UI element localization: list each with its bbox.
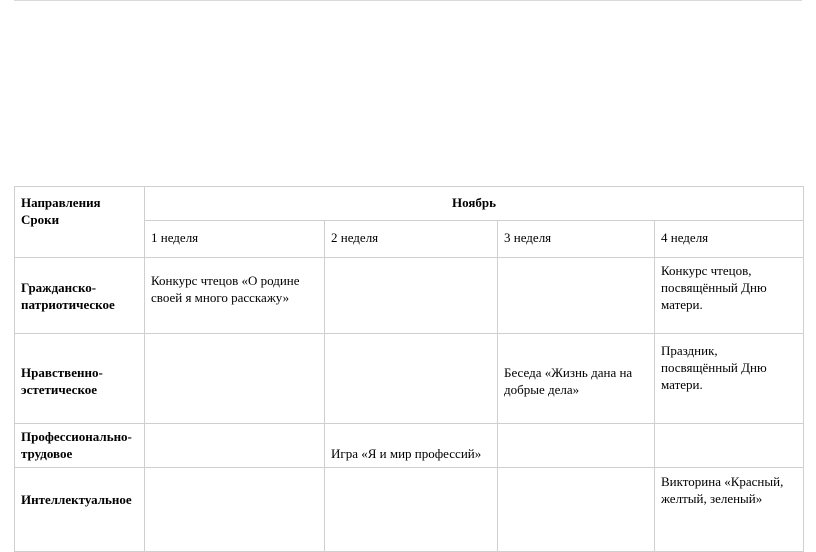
direction-cell (15, 468, 145, 552)
week-label: 4 неделя (661, 230, 709, 245)
top-divider (14, 0, 802, 1)
table-row (15, 334, 804, 424)
activity-text: матери. (661, 377, 703, 392)
activity-cell (655, 258, 804, 334)
table-row (15, 258, 804, 334)
activity-text: Конкурс чтецов «О родине (151, 273, 300, 288)
activity-text: своей я много расскажу» (151, 290, 290, 305)
direction-cell (15, 334, 145, 424)
activity-text: желтый, зеленый» (661, 491, 763, 506)
activity-text: добрые дела» (504, 382, 580, 397)
activity-cell (325, 258, 498, 334)
week-header-cell (145, 221, 325, 258)
activity-cell (325, 468, 498, 552)
activity-text: Праздник, (661, 343, 718, 358)
week-header-cell (325, 221, 498, 258)
activity-text: посвящённый Дню (661, 280, 767, 295)
direction-label: Гражданско- (21, 280, 97, 295)
activity-text: Игра «Я и мир профессий» (331, 446, 482, 461)
header-month-cell (145, 187, 804, 221)
activity-cell (655, 334, 804, 424)
activity-cell (655, 424, 804, 468)
table-header-row (15, 187, 804, 221)
direction-label: эстетическое (21, 382, 98, 397)
direction-cell (15, 258, 145, 334)
direction-label: Профессионально- (21, 429, 132, 444)
direction-label: Нравственно- (21, 365, 103, 380)
header-directions-label: Направления (21, 195, 101, 210)
header-terms-label: Сроки (21, 212, 60, 227)
activity-cell (325, 334, 498, 424)
activity-text: матери. (661, 297, 703, 312)
activity-plan-table (14, 186, 804, 552)
week-header-cell (498, 221, 655, 258)
activity-text: Конкурс чтецов, (661, 263, 752, 278)
direction-label: Интеллектуальное (21, 492, 132, 507)
activity-cell (145, 424, 325, 468)
activity-cell (498, 334, 655, 424)
week-label: 1 неделя (151, 230, 199, 245)
activity-text: Викторина «Красный, (661, 474, 784, 489)
week-label: 2 неделя (331, 230, 379, 245)
activity-cell (498, 424, 655, 468)
header-directions-cell (15, 187, 145, 258)
activity-cell (498, 468, 655, 552)
table-row (15, 468, 804, 552)
activity-cell (145, 468, 325, 552)
activity-cell (498, 258, 655, 334)
week-label: 3 неделя (504, 230, 552, 245)
direction-label: трудовое (21, 446, 73, 461)
activity-text: посвящённый Дню (661, 360, 767, 375)
activity-cell (145, 334, 325, 424)
activity-text: Беседа «Жизнь дана на (504, 365, 633, 380)
direction-cell (15, 424, 145, 468)
header-month-label: Ноябрь (452, 195, 497, 210)
week-header-cell (655, 221, 804, 258)
direction-label: патриотическое (21, 297, 115, 312)
activity-cell (325, 424, 498, 468)
activity-cell (145, 258, 325, 334)
activity-cell (655, 468, 804, 552)
table-row (15, 424, 804, 468)
